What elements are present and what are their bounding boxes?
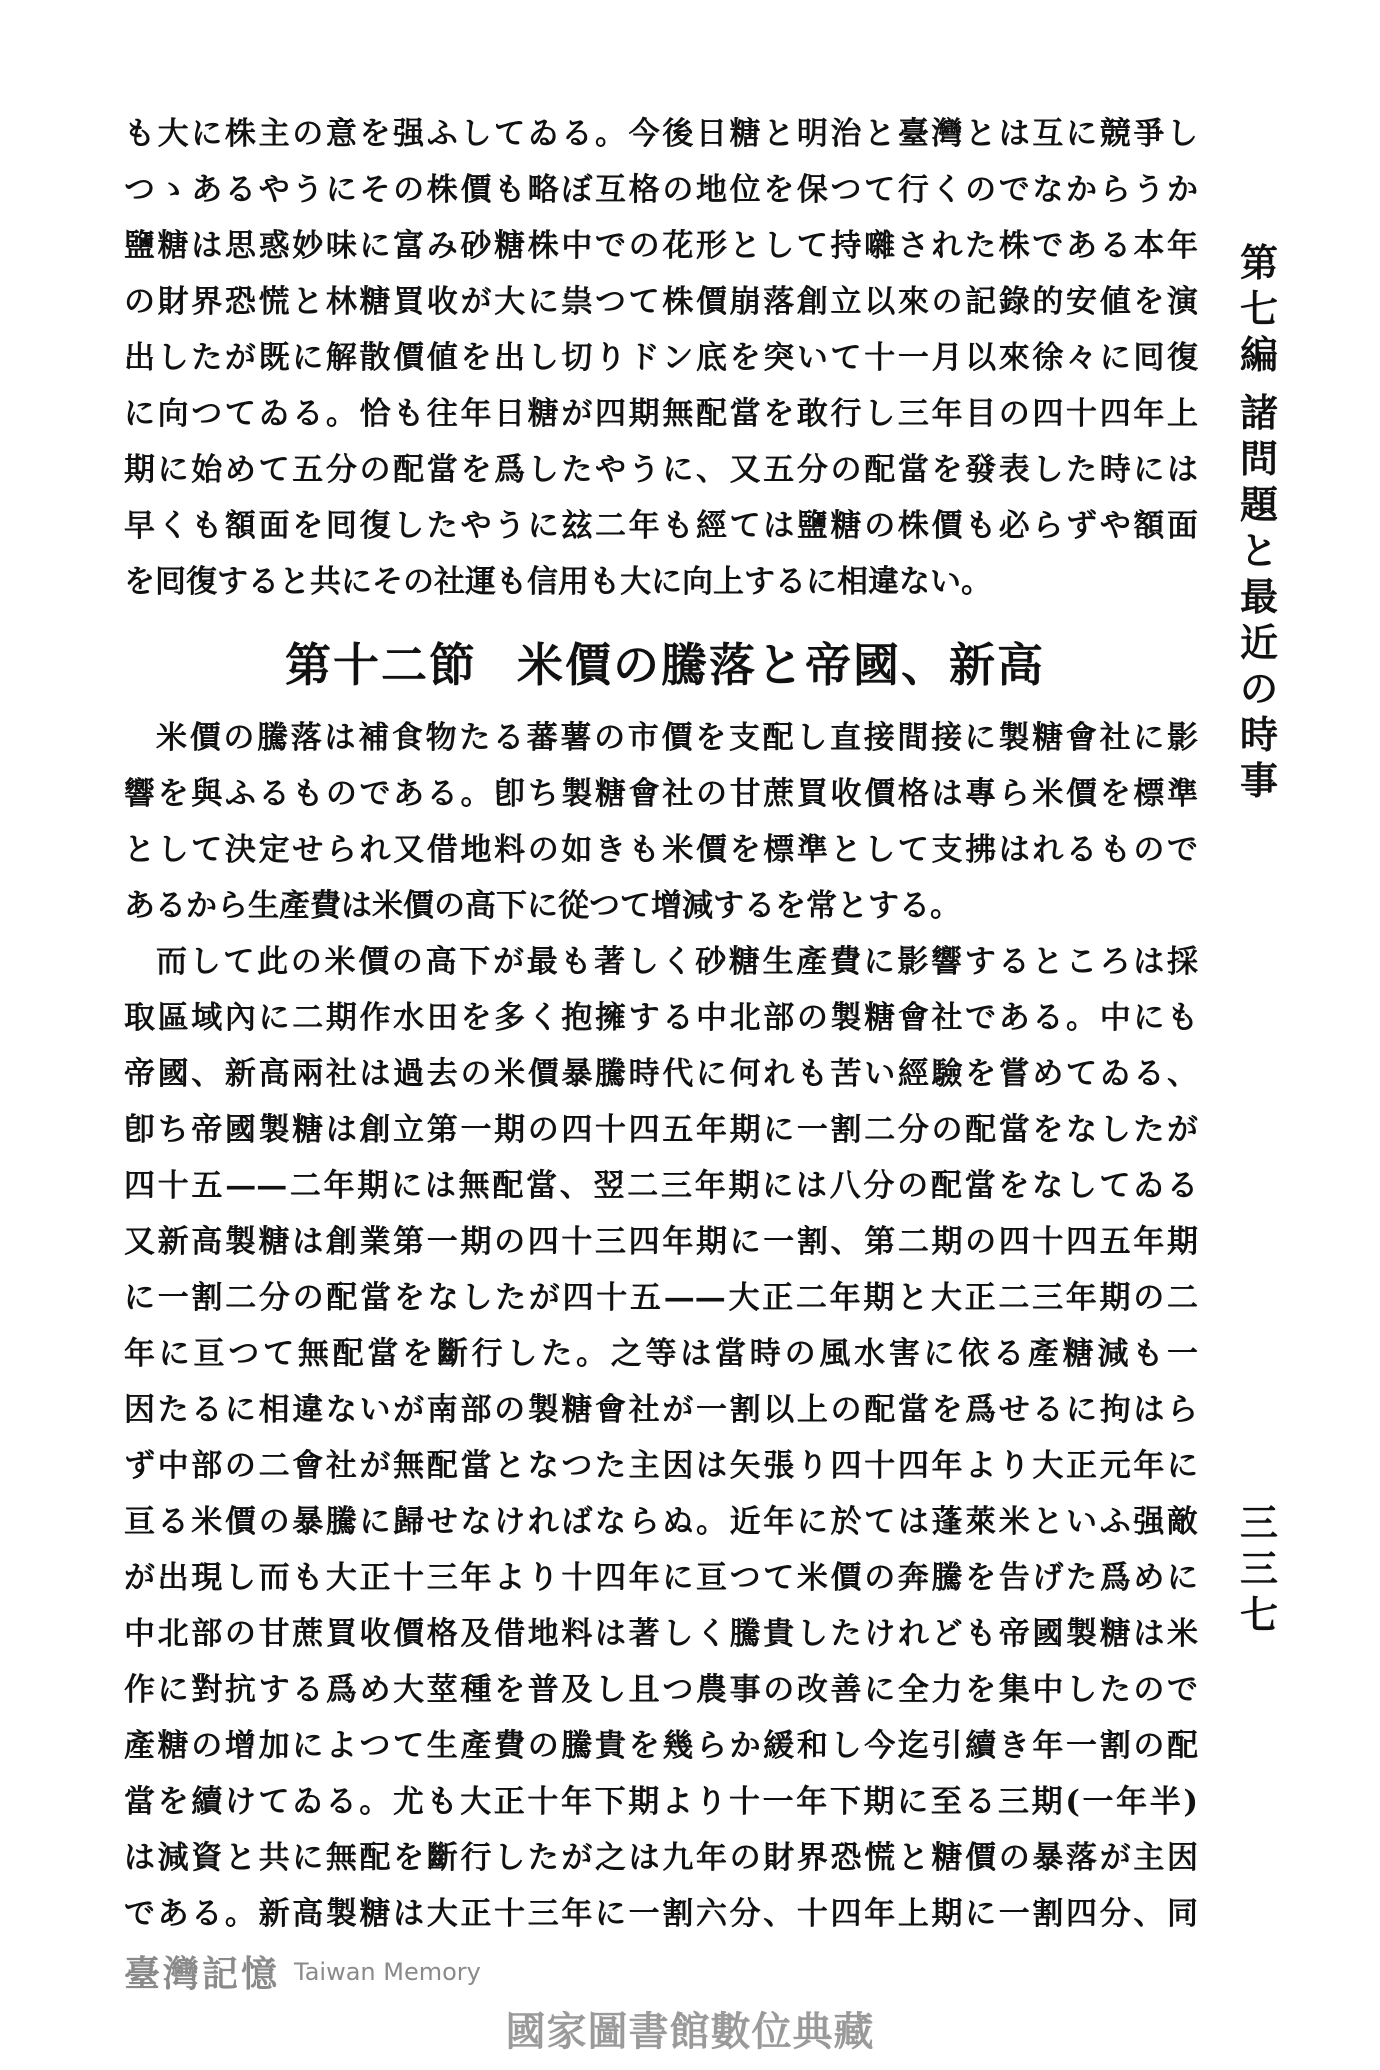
running-head-part: 第七編 — [1239, 241, 1278, 377]
paragraph3-line: 中北部の甘蔗買收價格及借地料は著しく騰貴したけれども帝國製糖は米 — [124, 1616, 1198, 1652]
paragraph1-line: を囘復すると共にその社運も信用も大に向上するに相違ない。 — [124, 564, 992, 600]
running-head-title: 諸問題と最近の時事 — [1239, 391, 1278, 803]
paragraph1-line: 期に始めて五分の配當を爲したやうに、又五分の配當を發表した時には — [124, 452, 1198, 488]
paragraph3-line: 取區域內に二期作水田を多く抱擁する中北部の製糖會社である。中にも — [124, 1000, 1198, 1036]
paragraph3-line: 作に對抗する爲め大莖種を普及し且つ農事の改善に全力を集中したので — [124, 1672, 1198, 1708]
paragraph3-line: 因たるに相違ないが南部の製糖會社が一割以上の配當を爲せるに拘はら — [124, 1392, 1198, 1428]
section-title: 米價の騰落と帝國、新高 — [517, 638, 1045, 692]
section-number: 第十二節 — [285, 638, 477, 692]
paragraph3-line: 帝國、新高兩社は過去の米價暴騰時代に何れも苦い經驗を嘗めてゐる、 — [124, 1056, 1198, 1092]
watermark — [124, 1946, 481, 1996]
footer-credit: 國家圖書館數位典藏 — [505, 2009, 875, 2055]
paragraph2-line: あるから生產費は米價の高下に從つて增減するを常とする。 — [124, 888, 961, 924]
paragraph1-line: つゝあるやうにその株價も略ぼ互格の地位を保つて行くのでなからうか — [124, 172, 1198, 208]
paragraph1-line: 鹽糖は思惑妙味に富み砂糖株中での花形として持囃された株である本年 — [124, 228, 1198, 264]
paragraph3-line: 而して此の米價の高下が最も著しく砂糖生產費に影響するところは採 — [156, 944, 1198, 980]
paragraph1-line: も大に株主の意を强ふしてゐる。今後日糖と明治と臺灣とは互に競爭し — [124, 116, 1198, 152]
page-number: 三三七 — [1239, 1501, 1278, 1637]
paragraph3-line: 亘る米價の暴騰に歸せなければならぬ。近年に於ては蓬萊米といふ强敵 — [124, 1504, 1198, 1540]
paragraph3-line: は減資と共に無配を斷行したが之は九年の財界恐慌と糖價の暴落が主因 — [124, 1840, 1198, 1876]
paragraph3-line: ず中部の二會社が無配當となつた主因は矢張り四十四年より大正元年に — [124, 1448, 1198, 1484]
watermark-english: Taiwan Memory — [294, 1957, 481, 1986]
paragraph1-line: の財界恐慌と林糖買收が大に祟つて株價崩落創立以來の記錄的安値を演 — [124, 284, 1198, 320]
paragraph3-line: に一割二分の配當をなしたが四十五——大正二年期と大正二三年期の二 — [124, 1280, 1198, 1316]
paragraph3-line: である。新高製糖は大正十三年に一割六分、十四年上期に一割四分、同 — [124, 1896, 1198, 1932]
paragraph3-line: 四十五——二年期には無配當、翌二三年期には八分の配當をなしてゐる — [124, 1168, 1198, 1204]
paragraph2-line: 響を與ふるものである。卽ち製糖會社の甘蔗買收價格は專ら米價を標準 — [124, 776, 1198, 812]
paragraph3-line: 年に亘つて無配當を斷行した。之等は當時の風水害に依る產糖減も一 — [124, 1336, 1198, 1372]
paragraph1-line: 早くも額面を囘復したやうに玆二年も經ては鹽糖の株價も必らずや額面 — [124, 508, 1198, 544]
paragraph2-line: 米價の騰落は補食物たる蕃薯の市價を支配し直接間接に製糖會社に影 — [156, 720, 1198, 756]
paragraph1-line: 出したが既に解散價値を出し切りドン底を突いて十一月以來徐々に囘復 — [124, 340, 1198, 376]
paragraph3-line: が出現し而も大正十三年より十四年に亘つて米價の奔騰を告げた爲めに — [124, 1560, 1198, 1596]
paragraph3-line: 產糖の增加によつて生產費の騰貴を幾らか緩和し今迄引續き年一割の配 — [124, 1728, 1198, 1764]
watermark-logo-text: 臺灣記憶 — [124, 1953, 281, 1995]
paragraph3-line: 又新高製糖は創業第一期の四十三四年期に一割、第二期の四十四五年期 — [124, 1224, 1198, 1260]
paragraph3-line: 卽ち帝國製糖は創立第一期の四十四五年期に一割二分の配當をなしたが — [124, 1112, 1198, 1148]
paragraph2-line: として決定せられ又借地料の如きも米價を標準として支拂はれるもので — [124, 832, 1198, 868]
paragraph3-line: 當を續けてゐる。尤も大正十年下期より十一年下期に至る三期(一年半) — [124, 1784, 1198, 1820]
section-heading — [0, 630, 1330, 700]
paragraph1-line: に向つてゐる。恰も往年日糖が四期無配當を敢行し三年目の四十四年上 — [124, 396, 1198, 432]
